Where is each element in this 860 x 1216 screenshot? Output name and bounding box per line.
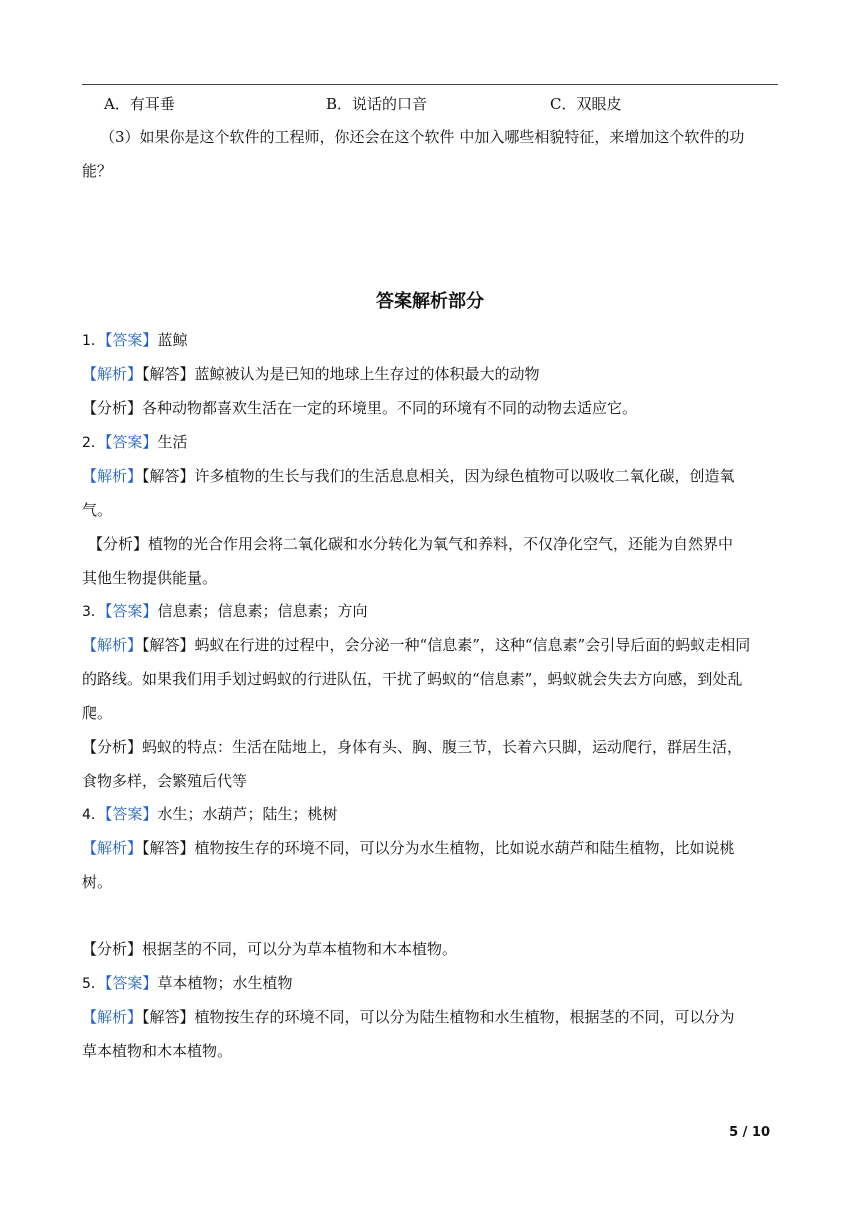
q5-answer: 草本植物；水生植物 [157, 974, 293, 992]
q2-analysis-line [82, 466, 782, 486]
answer-tag: 【答案】 [104, 602, 158, 620]
page-number: 5 / 10 [729, 1125, 770, 1140]
fenxi-tag: 【分析】 [82, 738, 143, 756]
q3-fenxi-line-2: 食物多样，会繁殖后代等 [82, 772, 248, 790]
question3-line1: （3）如果你是这个软件的工程师，你还会在这个软件 中加入哪些相貌特征，来增加这个软件的功 [100, 128, 745, 146]
q2-fenxi-line-2: 其他生物提供能量。 [82, 569, 218, 587]
q3-analysis-line-2: 的路线。如果我们用手划过蚂蚁的行进队伍，干扰了蚂蚁的“信息素”，蚂蚁就会失去方向感，到处乱 [82, 670, 743, 688]
solution-tag: 【解答】 [142, 1008, 195, 1026]
q4-analysis-1: 植物按生存的环境不同，可以分为水生植物，比如说水葫芦和陆生植物，比如说桃 [194, 839, 735, 857]
q2-answer: 生活 [157, 433, 188, 451]
q2-fenxi-line [88, 534, 788, 554]
q5-analysis-1: 植物按生存的环境不同，可以分为陆生植物和水生植物，根据茎的不同，可以分为 [194, 1008, 735, 1026]
q4-answer-line [82, 804, 782, 825]
q3-answer: 信息素；信息素；信息素；方向 [157, 602, 368, 620]
answer-tag: 【答案】 [104, 805, 158, 823]
analysis-tag: 【解析】 [82, 636, 143, 654]
q4-analysis-line-2: 树。 [82, 873, 113, 891]
answer-tag: 【答案】 [104, 331, 158, 349]
q3-fenxi-line [82, 737, 782, 757]
q1-fenxi: 各种动物都喜欢生活在一定的环境里。不同的环境有不同的动物去适应它。 [142, 399, 638, 417]
q1-fenxi-line [82, 398, 782, 418]
analysis-tag: 【解析】 [82, 839, 143, 857]
q1-answer-line [82, 330, 782, 351]
q4-number: 4． [82, 807, 105, 823]
q3-answer-line [82, 601, 782, 622]
analysis-tag: 【解析】 [82, 467, 143, 485]
fenxi-tag: 【分析】 [82, 399, 143, 417]
q4-fenxi-line [82, 939, 782, 959]
header-rule [82, 84, 778, 85]
q2-number: 2． [82, 435, 105, 451]
option-c: C．双眼皮 [550, 95, 622, 113]
q1-analysis-line [82, 364, 782, 384]
answer-tag: 【答案】 [104, 974, 158, 992]
q5-answer-line [82, 973, 782, 994]
q2-answer-line [82, 432, 782, 453]
fenxi-tag: 【分析】 [82, 940, 143, 958]
solution-tag: 【解答】 [142, 839, 195, 857]
q3-fenxi-1: 蚂蚁的特点：生活在陆地上，身体有头、胸、腹三节，长着六只脚，运动爬行，群居生活， [142, 738, 743, 756]
q3-analysis-1: 蚂蚁在行进的过程中，会分泌一种“信息素”，这种“信息素”会引导后面的蚂蚁走相同 [194, 636, 751, 654]
q2-analysis-1: 许多植物的生长与我们的生活息息相关，因为绿色植物可以吸收二氧化碳，创造氧 [194, 467, 735, 485]
solution-tag: 【解答】 [142, 467, 195, 485]
q2-analysis-line-2: 气。 [82, 501, 113, 519]
q5-number: 5． [82, 976, 105, 992]
analysis-tag: 【解析】 [82, 1008, 143, 1026]
solution-tag: 【解答】 [142, 365, 195, 383]
option-b: B．说话的口音 [326, 95, 428, 113]
q2-fenxi-1: 植物的光合作用会将二氧化碳和水分转化为氧气和养料，不仅净化空气，还能为自然界中 [148, 535, 734, 553]
q1-answer: 蓝鲸 [157, 331, 188, 349]
analysis-tag: 【解析】 [82, 365, 143, 383]
q4-answer: 水生；水葫芦；陆生；桃树 [157, 805, 338, 823]
q1-number: 1． [82, 333, 105, 349]
q4-analysis-line [82, 838, 782, 858]
q4-fenxi: 根据茎的不同，可以分为草本植物和木本植物。 [142, 940, 458, 958]
q3-number: 3． [82, 604, 105, 620]
solution-tag: 【解答】 [142, 636, 195, 654]
fenxi-tag: 【分析】 [88, 535, 149, 553]
q5-analysis-line-2: 草本植物和木本植物。 [82, 1042, 233, 1060]
section-title: 答案解析部分 [376, 291, 484, 312]
q5-analysis-line [82, 1007, 782, 1027]
q1-analysis: 蓝鲸被认为是已知的地球上生存过的体积最大的动物 [194, 365, 540, 383]
q3-analysis-line-3: 爬。 [82, 704, 113, 722]
q3-analysis-line [82, 635, 782, 655]
option-a: A．有耳垂 [104, 95, 175, 113]
answer-tag: 【答案】 [104, 433, 158, 451]
question3-line2: 能？ [82, 162, 113, 180]
